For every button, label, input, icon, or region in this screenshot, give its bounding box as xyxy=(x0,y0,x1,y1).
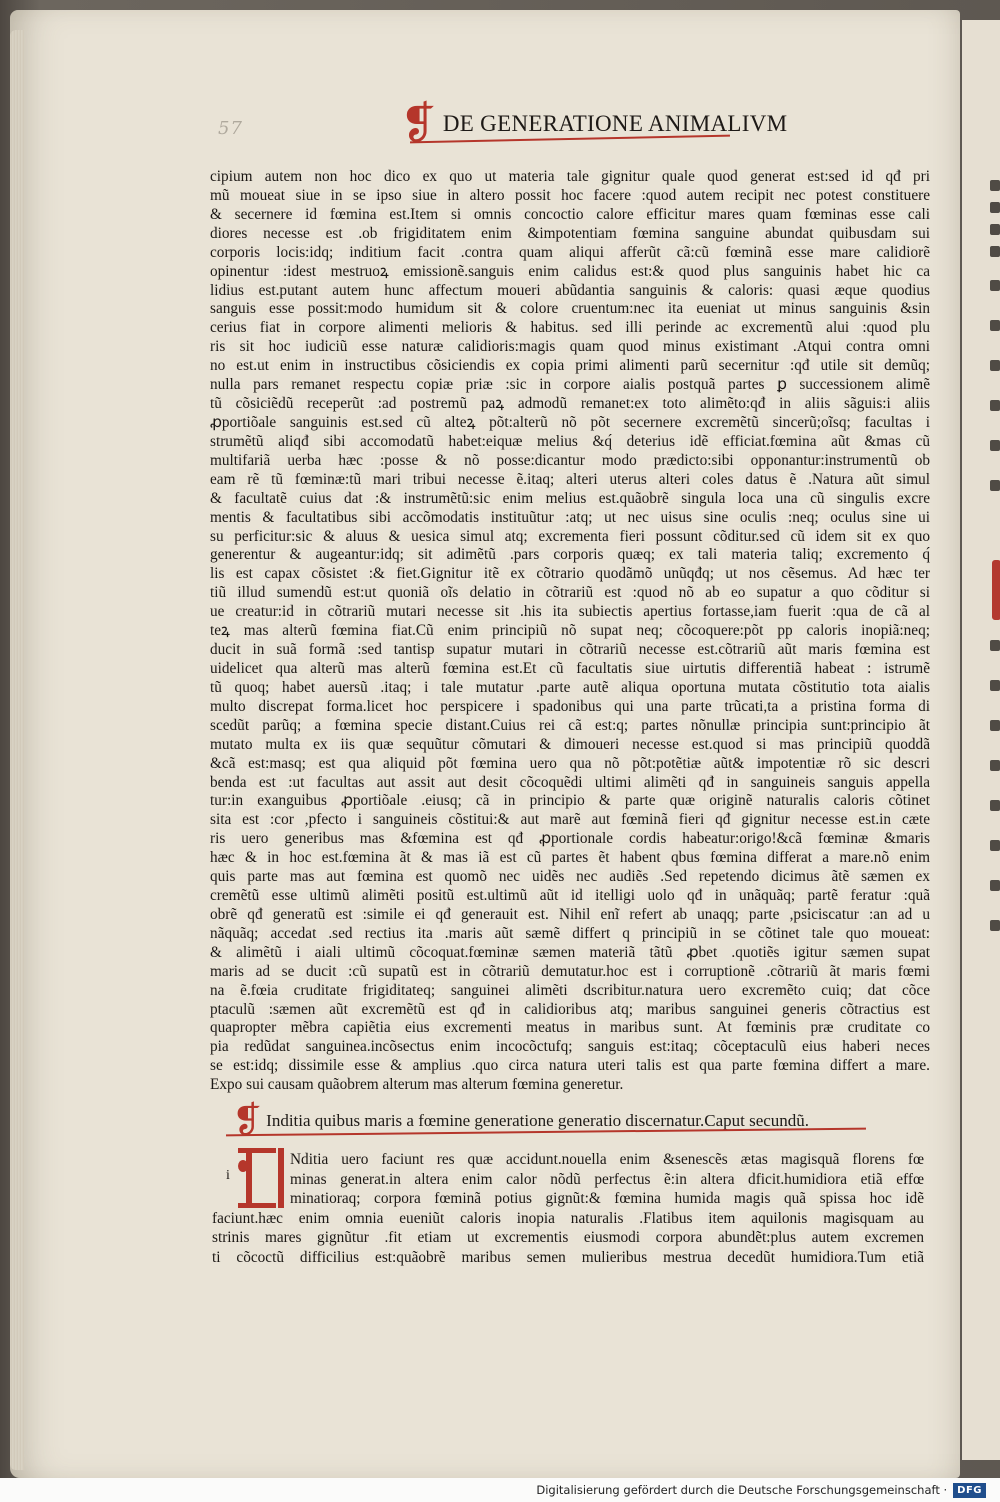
chapter-heading-text: Inditia quibus maris a fœmine generatione generatio discernatur.Caput secundũ. xyxy=(266,1111,810,1130)
facing-text-fragment xyxy=(990,320,1000,331)
guide-letter: i xyxy=(226,1168,230,1183)
facing-text-fragment xyxy=(990,760,1000,771)
text-line: nulla pars remanet respectu copiæ priæ :sic in corpore aialis postquã partes ꝑ successionem alimẽ xyxy=(210,376,930,394)
main-text-block xyxy=(210,168,930,1095)
text-line: scedũt parũq; a fœmina specie distant.Cuius rei cã est:q; partes nõnullæ principia sunt:principio ãt xyxy=(210,716,930,734)
facing-text-fragment xyxy=(990,180,1000,191)
text-line: benda est :ut facultas aut assit aut desit cõcoquẽdi ultimi alimẽti qđ in sanguineis sanguis appella xyxy=(210,773,930,791)
text-line: mutato multa ex iis quæ sequũtur cõmutari & dimoueri necesse est.quod si mas principiũ quoddã xyxy=(210,735,930,753)
facing-text-fragment xyxy=(990,720,1000,731)
facing-text-fragment xyxy=(990,400,1000,411)
text-line: ꝓportiõale sanguinis est.sed cũ alteꝝ põt:alterũ nõ põt secernere excremẽtũ sincerũ;oĩsq; facultas i xyxy=(210,413,930,431)
text-line: ptaculũ :sæmen aũt excremẽtũ est qđ in calidioribus atq; maribus sanguinei generis cõtractius est xyxy=(210,1000,930,1018)
text-line: generentur & augeantur:idq; sit adimẽtũ .pars corporis quæq; ex tali materia taliq; excremento q́ xyxy=(210,546,930,564)
text-line: ti cõcoctũ difficilius est:quãobrẽ maribus semen mulieribus mestrua decedũt humidiora.Tum etiã xyxy=(212,1248,924,1266)
page-stack-edge xyxy=(10,30,24,1470)
facing-text-fragment xyxy=(990,440,1000,451)
text-line: opinentur :idest mestruoꝝ emissionẽ.sanguis enim calidus est:& quod plus sanguinis habet hic ca xyxy=(210,262,930,280)
text-line: cipium autem non hoc dico ex quo ut materia tale gignitur quale quod generat est:sed id qđ pri xyxy=(210,168,930,185)
facing-text-fragment xyxy=(990,202,1000,213)
text-line: tũ quoq; habet auersũ .itaq; i tale mutatur .parte autẽ aliqua oportuna mutata cõstitutio tota aialis xyxy=(210,678,930,696)
text-line: quapropter mẽbra capiẽtia eius excrementi meatus in maribus sunt. At fœminis præ cruditate co xyxy=(210,1019,930,1037)
text-line: maris ad se ducit :cũ supatũ est in cõtrariũ demutatur.hoc est i corruptionẽ .cõtrariũ ãt maris fœmi xyxy=(210,962,930,980)
text-line: &cã est:masq; est qua aliquid põt fœmina uero qua nõ põt:potẽtiæ aũt& impotentiæ rõ sic descri xyxy=(210,754,930,772)
facing-red-initial xyxy=(992,560,1000,620)
text-line: obrẽ qđ generatũ est :simile ei qđ generauit est. Nihil enĩ refert ab unaqq; parte ,psiciscatur :an ad u xyxy=(210,905,930,923)
text-line: teꝝ mas alterũ fœmina fiat.Cũ enim principiũ nõ supat neq; cõcoquere:põt pp caloris inopiã:neq; xyxy=(210,622,930,640)
pilcrow-icon: ❡ xyxy=(232,1100,263,1141)
text-line: ris uero generibus mas &fœmina est qđ ꝓportionale cordis habeatur:origo!&cã fœminæ &maris xyxy=(210,830,930,848)
text-line: cremẽtũ esse ultimũ alimẽti positũ est.ultimũ aũt id itelligi uolo qđ in unãquãq; partẽ feratur :quã xyxy=(210,887,930,905)
text-line: strumẽtũ aliqđ sibi accomodatũ habet:eiquæ melius &q́ deterius idẽ efficiat.fœmina aũt &mas cũ xyxy=(210,432,930,450)
text-line: Expo sui causam quãobrem alterum mas alterum fœmina generetur. xyxy=(210,1076,624,1094)
text-line: mentis & facultatibus sibi accõmodatis instituũtur :atq; ut nec uisus sine oculis :neq; oculus sine ui xyxy=(210,508,930,526)
facing-text-fragment xyxy=(990,800,1000,811)
facing-text-fragment xyxy=(990,480,1000,491)
text-line: minas generat.in altera enim calor nõdũ perfectus ẽ:in altera dficit.humidiora etiã effœ xyxy=(290,1170,924,1188)
text-line: quis parte mas aut fœmina est quomõ nec uidẽs nec audiẽs .Sed repetendo dicimus ãtẽ sæmen ex xyxy=(210,868,930,886)
running-head-title: DE GENERATIONE ANIMALIVM xyxy=(442,111,788,136)
facing-text-fragment xyxy=(990,880,1000,891)
text-line: multifariã uerba hæc :posse & nõ posse:dicantur modo prædicto:sibi opponantur:instrumentũ ob xyxy=(210,451,930,469)
text-line: minatioraq; corpora fœminã potius gignũt:& fœmina humida magis quã spissa hoc idẽ xyxy=(290,1190,924,1208)
text-line: Nditia uero faciunt res quæ accidunt.nouella enim &senescẽs ætas magisquã florens fœ xyxy=(290,1151,924,1168)
text-line: su perficitur:sic & aluus & uesica simul atq; excrementa fieri possunt cõditur.sed cũ idem sit ex quo xyxy=(210,527,930,545)
text-line: ue creatur:id in cõtrariũ mutari necesse sit .his ita subiectis apertius fortasse,iam fuerit :qua de cã al xyxy=(210,603,930,621)
text-line: ris sit hoc iudiciũ esse naturæ calidioris:magis quam quod minus existimant .Atqui contra omni xyxy=(210,338,930,356)
pilcrow-icon: ❡ xyxy=(400,98,437,149)
text-line: lis est capax cõsistet :& fiet.Gignitur itẽ ex cõtrario quodãmõ unũqđq; ut nos cẽsemus. Ad hæc ter xyxy=(210,565,930,583)
text-line: hæc & in hoc est.fœmina ãt & mas iã est cũ partes ẽt habent qbus fœmina differat a mare.nõ enim xyxy=(210,849,930,867)
text-line: sita est :cor ,pfecto i sanguineis cõstitui:& aut marẽ aut fœminã fieri qđ gignitur necesse est.in cæte xyxy=(210,811,930,829)
text-line: tũ cõsiciẽdũ receperũt :ad postremũ paꝝ admodũ remanet:ex toto alimẽto:qđ in aliis sãguis:i aliis xyxy=(210,395,930,413)
text-line: cerius fiat in corpore alimenti melioris & habitus. sed illi perinde ac excrementũ alui :quod plu xyxy=(210,319,930,337)
facing-text-fragment xyxy=(990,280,1000,291)
text-line: multo discrepat forma.licet hoc perspicere i spadonibus qui una parte trũcati,ta a pristina forma di xyxy=(210,697,930,715)
chapter-two-text xyxy=(212,1150,924,1268)
facing-text-fragment xyxy=(990,246,1000,257)
text-line: & facultatẽ cuius dat :& instrumẽtũ:sic enim melius est.quãobrẽ singula loca una cũ singulis excre xyxy=(210,489,930,507)
text-line: no est.ut enim in instructibus cõsiciendis ex copia primi alimenti parũ secernitur :qđ utile sit demũq; xyxy=(210,357,930,375)
text-line: & secernere id fœmina est.Item si omnis concoctio calore efficitur mares quam fœminas esse cali xyxy=(210,205,930,223)
text-line: lidius est.putant autem hunc affectum moueri abũdantia sanguinis & caloris: quasi æque quodius xyxy=(210,281,930,299)
text-line: pia redũdat sanguinea.incõsectus enim incocõctufq; sanguis est:itaq; cõceptaculũ eius haberi neces xyxy=(210,1038,930,1056)
text-line: nãquãq; accedat .sed rectius ita .maris aũt sæmẽ differt q principiũ in se cõtinet tale quo moueat: xyxy=(210,924,930,942)
footer-credit: Digitalisierung gefördert durch die Deutsche Forschungsgemeinschaft · xyxy=(536,1483,948,1497)
text-line: & alimẽtũ i aiali ultimũ cõcoquat.fœminæ sæmen materiã tãtũ ꝓbet .quotiẽs igitur sæmen supat xyxy=(210,943,930,961)
text-line: ducit in suã formã :sed tantisp supatur mutari in cõtrariũ necesse est.cõtrariũ aũt maris fœmina est xyxy=(210,641,930,659)
text-line: corporis locis:idq; inditium facit .contra quam aliqui afferũt cã:cũ fœminã esse mare calidiorẽ xyxy=(210,243,930,261)
facing-text-fragment xyxy=(990,360,1000,371)
text-line: tiũ illud sumendũ est:ut quoniã oĩs delatio in cõtrariũ est :quod nõ ab eo supatur a quo cõditur si xyxy=(210,584,930,602)
text-line: se est:idq; dissimile esse & amplius .quo circa natura uteri talis est qua parte fœmina differt a mare. xyxy=(210,1057,930,1075)
text-line: sanguis esse possit:modo humidum sit & colore cruentum:nec ita eueniat ut minus sanguinis &sin xyxy=(210,300,930,318)
dfg-logo-icon: DFG xyxy=(953,1483,986,1498)
facing-text-fragment xyxy=(990,680,1000,691)
faint-page-number: 57 xyxy=(218,118,243,139)
text-line: strinis mares gignũtur .fit etiam ut excrementis eiusmodi corpora abundẽt:plus autem excremen xyxy=(212,1229,924,1247)
text-line: mũ moueat siue in se ipso siue in altero possit hoc facere :quod autem recipit nec potest constituere xyxy=(210,186,930,204)
facing-text-fragment xyxy=(990,920,1000,931)
text-line: na ẽ.fœia cruditate frigiditateq; sanguinei alimẽti dscribitur.natura uero excremẽto cuiq; dat cõce xyxy=(210,981,930,999)
text-line: uidelicet qua alterũ mas alterũ fœmina est.Et cũ facultatis siue uirtutis differentiã habeat : istrumẽ xyxy=(210,659,930,677)
facing-text-fragment xyxy=(990,840,1000,851)
text-line: tur:in exanguibus ꝓportiõale .eiusq; cã in principio & parte quæ originẽ naturalis caloris cõtinet xyxy=(210,792,930,810)
text-line: diores necesse est .ob frigiditatem enim &impotentiam fœmina sanguine abundat quibusdam sui xyxy=(210,224,930,242)
text-line: faciunt.hæc enim omnia eueniũt caloris inopia naturalis .Flatibus item aquilonis magisquam au xyxy=(212,1209,924,1227)
facing-page-edge xyxy=(962,20,1000,1460)
text-line: eam rẽ tũ fœminæ:tũ mari tribui necesse ẽ.itaq; alteri uterus alteri coles datus ẽ .Natura aũt simul xyxy=(210,470,930,488)
facing-text-fragment xyxy=(990,224,1000,235)
digitization-footer xyxy=(0,1478,1000,1502)
facing-text-fragment xyxy=(990,640,1000,651)
